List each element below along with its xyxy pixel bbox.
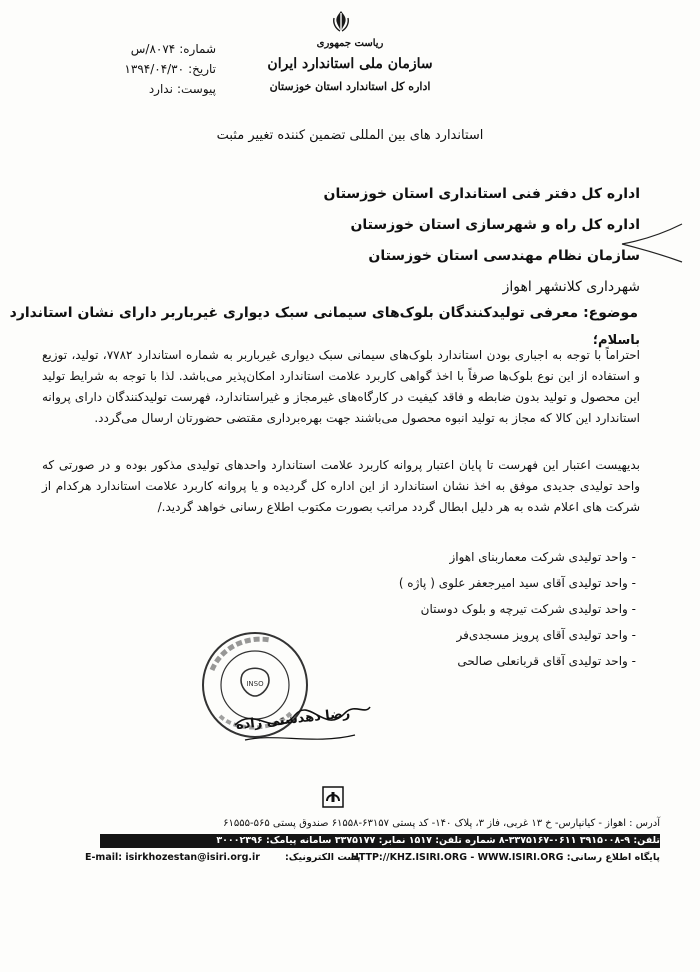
- footer-email-label: پست الکترونیک:: [285, 852, 361, 863]
- header-presidency: ریاست جمهوری: [316, 38, 384, 49]
- svg-text:INSO: INSO: [246, 680, 264, 688]
- producer-list: [316, 544, 636, 674]
- body-paragraph: بدیهیست اعتبار این فهرست تا پایان اعتبار پروانه کاربرد علامت استاندارد واحدهای تولیدی مذکور بوده و در صورتی که واحد تولیدی جدیدی موفق به اخذ نشان استاندارد از این اداره کل گردیده و یا پروانه کاربرد علامت استاندارد هرکدام از شرکت های اعلام شده به هر دلیل ابطال گردد مراتب بصورت مکتوب اطلاع رسانی خواهد گردید./: [42, 458, 640, 514]
- footer-website[interactable]: HTTP://KHZ.ISIRI.ORG - WWW.ISIRI.ORG: [350, 852, 564, 863]
- recipient: سازمان نظام مهندسی استان خوزستان: [368, 248, 640, 264]
- footer-website-group: [351, 852, 660, 863]
- isiri-logo-icon: [322, 786, 344, 808]
- list-item: - واحد تولیدی شرکت معماربنای اهواز: [449, 550, 636, 564]
- letter-date-value: ۱۳۹۴/۰۴/۳۰: [124, 62, 185, 76]
- footer-phones: تلفن: ۹-۳۹۱۵۰۰۸ ۰۶۱۱-۳۳۷۵۱۶۷-۸ شماره تلفن: ۱۵۱۷ نمابر: ۳۳۷۵۱۷۷ سامانه پیامک: ۳۰۰۰۲۳۹۶: [100, 834, 660, 848]
- letter-attachment: [46, 82, 216, 96]
- list-item: - واحد تولیدی آقای سید امیرجعفر علوی ( پاژه ): [398, 576, 636, 590]
- greeting: باسلام؛: [592, 333, 640, 348]
- letter-number: [46, 42, 216, 56]
- recipient: اداره کل راه و شهرسازی استان خوزستان: [350, 217, 640, 233]
- letter-number-value: ۸۰۷۴/س: [130, 42, 176, 56]
- body-paragraph: احتراماً با توجه به اجباری بودن استاندارد بلوک‌های سیمانی سبک دیواری غیرباربر به شماره استاندارد ۷۷۸۲، تولید، توزیع و استفاده از این نوع بلوک‌ها صرفاً با اخذ گواهی کاربرد علامت استاندارد امکان‌پذیر می‌باشد. لذا با توجه به شرایط تولید این محصول و تولید بدون ضابطه و فاقد کیفیت در کارگاه‌های غیرمجاز و غیراستاندارد، فهرست تولیدکنندگان دارای پروانه استاندارد این کالا که مجاز به تولید انبوه محصول می‌باشند جهت بهره‌برداری مقتضی حضورتان ارسال می‌گردد.: [42, 348, 640, 425]
- subject-line: موضوع: معرفی تولیدکنندگان بلوک‌های سیمانی سبک دیواری غیرباربر دارای نشان استاندارد: [9, 305, 638, 321]
- footer-email[interactable]: E-mail: isirkhozestan@isiri.org.ir: [85, 852, 260, 863]
- letter-attachment-value: ندارد: [148, 82, 173, 96]
- header-organization: سازمان ملی استاندارد ایران: [267, 56, 433, 72]
- slogan: استاندارد های بین المللی تضمین کننده تغییر مثبت: [216, 128, 484, 143]
- list-item: - واحد تولیدی آقای قربانعلی صالحی: [457, 654, 636, 668]
- recipient: شهرداری کلانشهر اهواز: [502, 279, 640, 295]
- letter-date-label: تاریخ:: [188, 62, 216, 76]
- list-item: - واحد تولیدی شرکت تیرچه و بلوک دوستان: [420, 602, 636, 616]
- letter-number-label: شماره:: [179, 42, 216, 56]
- footer-website-label: پایگاه اطلاع رسانی:: [566, 852, 660, 863]
- handwritten-arrow-mark: [616, 220, 686, 265]
- letter-date: [46, 62, 216, 76]
- recipient: اداره کل دفتر فنی استانداری استان خوزستان: [323, 186, 640, 202]
- letter-attachment-label: پیوست:: [176, 82, 216, 96]
- signatory-name: رضا دهدشتی زاده: [235, 706, 351, 733]
- list-item: - واحد تولیدی آقای پرویز مسجدی‌فر: [456, 628, 636, 642]
- header-department: اداره کل استاندارد استان خوزستان: [269, 80, 431, 93]
- iran-emblem-icon: [331, 10, 351, 34]
- footer-address: آدرس : اهواز - کیانپارس- خ ۱۳ غربی، فاز ۳، پلاک ۱۴۰- کد پستی ۶۳۱۵۷-۶۱۵۵۸ صندوق پستی ۵۶۵-۶۱۵۵۵: [223, 818, 660, 829]
